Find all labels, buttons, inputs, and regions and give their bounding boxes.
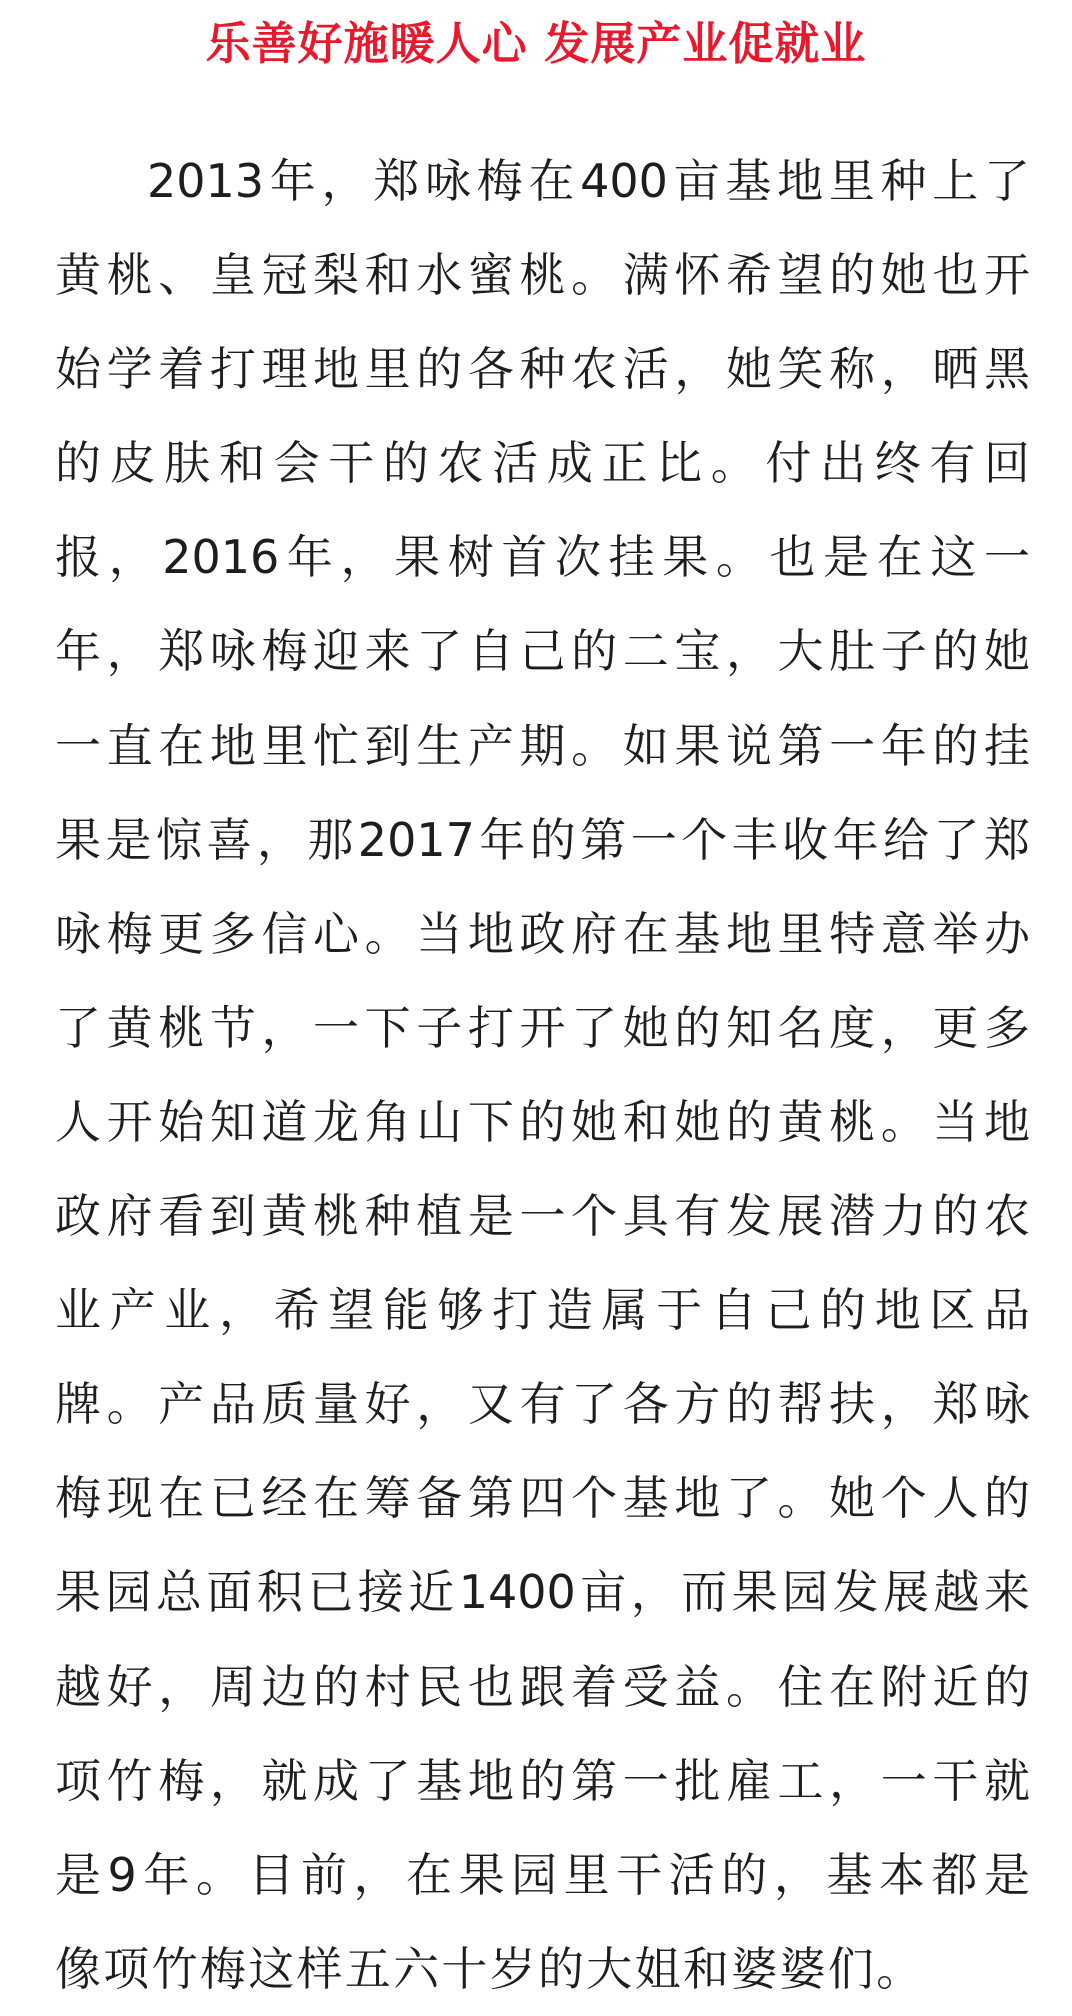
text-line: 了黄桃节，一下子打开了她的知名度，更多 [55, 1000, 1030, 1055]
text-line: 项竹梅，就成了基地的第一批雇工，一干就 [55, 1753, 1030, 1808]
text-line: 年，郑咏梅迎来了自己的二宝，大肚子的她 [55, 624, 1030, 679]
text-line: 人开始知道龙角山下的她和她的黄桃。当地 [55, 1094, 1030, 1149]
text-line: 果园总面积已接近1400亩，而果园发展越来 [55, 1565, 1030, 1620]
text-line: 始学着打理地里的各种农活，她笑称，晒黑 [55, 342, 1030, 397]
text-line: 像项竹梅这样五六十岁的大姐和婆婆们。 [55, 1941, 925, 1996]
text-line: 果是惊喜，那2017年的第一个丰收年给了郑 [55, 812, 1030, 867]
text-line: 咏梅更多信心。当地政府在基地里特意举办 [55, 906, 1030, 961]
article-title: 乐善好施暖人心 发展产业促就业 [205, 17, 867, 70]
text-line: 政府看到黄桃种植是一个具有发展潜力的农 [55, 1189, 1030, 1244]
text-line: 越好，周边的村民也跟着受益。住在附近的 [55, 1659, 1030, 1714]
text-line: 黄桃、皇冠梨和水蜜桃。满怀希望的她也开 [55, 248, 1030, 303]
text-line: 业产业，希望能够打造属于自己的地区品 [55, 1283, 1030, 1338]
text-line: 一直在地里忙到生产期。如果说第一年的挂 [55, 718, 1030, 773]
text-line: 2013年，郑咏梅在400亩基地里种上了 [147, 154, 1030, 208]
text-line: 的皮肤和会干的农活成正比。付出终有回 [55, 436, 1030, 491]
text-line: 是9年。目前，在果园里干活的，基本都是 [55, 1847, 1030, 1902]
text-line: 报，2016年，果树首次挂果。也是在这一 [55, 530, 1030, 585]
text-line: 牌。产品质量好，又有了各方的帮扶，郑咏 [55, 1377, 1030, 1432]
text-line: 梅现在已经在筹备第四个基地了。她个人的 [55, 1471, 1030, 1526]
article-body [55, 134, 1030, 2016]
